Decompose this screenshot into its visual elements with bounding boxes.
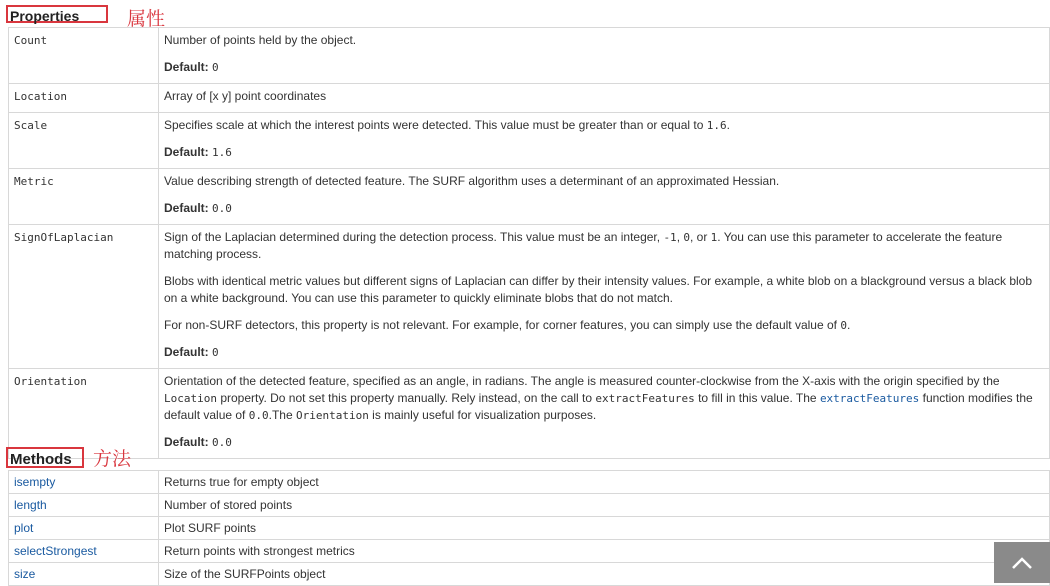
default-value: Default: 0	[164, 345, 219, 359]
property-name: Scale	[9, 113, 159, 169]
property-name: Count	[9, 28, 159, 84]
description-text: Number of points held by the object.	[164, 33, 357, 47]
property-description	[159, 369, 1050, 459]
property-name: Location	[9, 84, 159, 113]
description-text: Sign of the Laplacian determined during the detection process. This value must be an integer, -1, 0, or 1. You can use this parameter to accelerate the feature matching process.	[164, 230, 1003, 261]
default-value: Default: 1.6	[164, 145, 232, 159]
description-text: Array of [x y] point coordinates	[164, 89, 327, 103]
table-row	[9, 369, 1050, 459]
properties-table	[8, 27, 1050, 459]
property-name: Metric	[9, 169, 159, 225]
property-description	[159, 28, 1050, 84]
methods-annotation: 方法	[93, 448, 132, 470]
property-name: Orientation	[9, 369, 159, 459]
table-row	[9, 113, 1050, 169]
default-value: Default: 0.0	[164, 435, 232, 449]
table-row	[9, 28, 1050, 84]
method-link-size[interactable]: size	[9, 563, 159, 586]
table-row	[9, 494, 1050, 517]
table-row	[9, 540, 1050, 563]
table-row	[9, 563, 1050, 586]
table-row	[9, 471, 1050, 494]
chevron-up-icon	[1011, 556, 1033, 570]
description-text: Blobs with identical metric values but different signs of Laplacian can differ by their intensity values. For example, a white blob on a blackground versus a black blob on a white background. You can use this parameter to quickly eliminate blobs that do not match.	[164, 274, 1033, 305]
property-description	[159, 225, 1050, 369]
method-description: Number of stored points	[159, 494, 1050, 517]
description-text: For non-SURF detectors, this property is not relevant. For example, for corner features, you can simply use the default value of 0.	[164, 318, 851, 332]
table-row	[9, 225, 1050, 369]
method-description: Size of the SURFPoints object	[159, 563, 1050, 586]
properties-annotation: 属性	[127, 8, 166, 30]
property-name: SignOfLaplacian	[9, 225, 159, 369]
method-description: Plot SURF points	[159, 517, 1050, 540]
default-value: Default: 0.0	[164, 201, 232, 215]
method-link-plot[interactable]: plot	[9, 517, 159, 540]
extractFeatures-link[interactable]: extractFeatures	[819, 392, 920, 405]
method-link-isempty[interactable]: isempty	[9, 471, 159, 494]
table-row	[9, 169, 1050, 225]
default-value: Default: 0	[164, 60, 219, 74]
description-text: Orientation of the detected feature, specified as an angle, in radians. The angle is measured counter-clockwise from the X-axis with the origin specified by the Location property. Do not set this property manually. Rely instead, on the call to extractFeatures to fill in this value. The extractFeatures function modifies the default value of 0.0.The Orientation is mainly useful for visualization purposes.	[164, 374, 1033, 422]
method-link-length[interactable]: length	[9, 494, 159, 517]
method-description: Return points with strongest metrics	[159, 540, 1050, 563]
method-description: Returns true for empty object	[159, 471, 1050, 494]
methods-table	[8, 470, 1050, 586]
property-description	[159, 84, 1050, 113]
table-row	[9, 517, 1050, 540]
table-row	[9, 84, 1050, 113]
property-description	[159, 169, 1050, 225]
description-text: Value describing strength of detected feature. The SURF algorithm uses a determinant of an approximated Hessian.	[164, 174, 780, 188]
properties-heading: Properties	[6, 5, 108, 23]
back-to-top-button[interactable]	[994, 542, 1050, 583]
property-description	[159, 113, 1050, 169]
methods-heading: Methods	[6, 447, 84, 468]
description-text: Specifies scale at which the interest points were detected. This value must be greater than or equal to 1.6.	[164, 118, 730, 132]
method-link-selectStrongest[interactable]: selectStrongest	[9, 540, 159, 563]
